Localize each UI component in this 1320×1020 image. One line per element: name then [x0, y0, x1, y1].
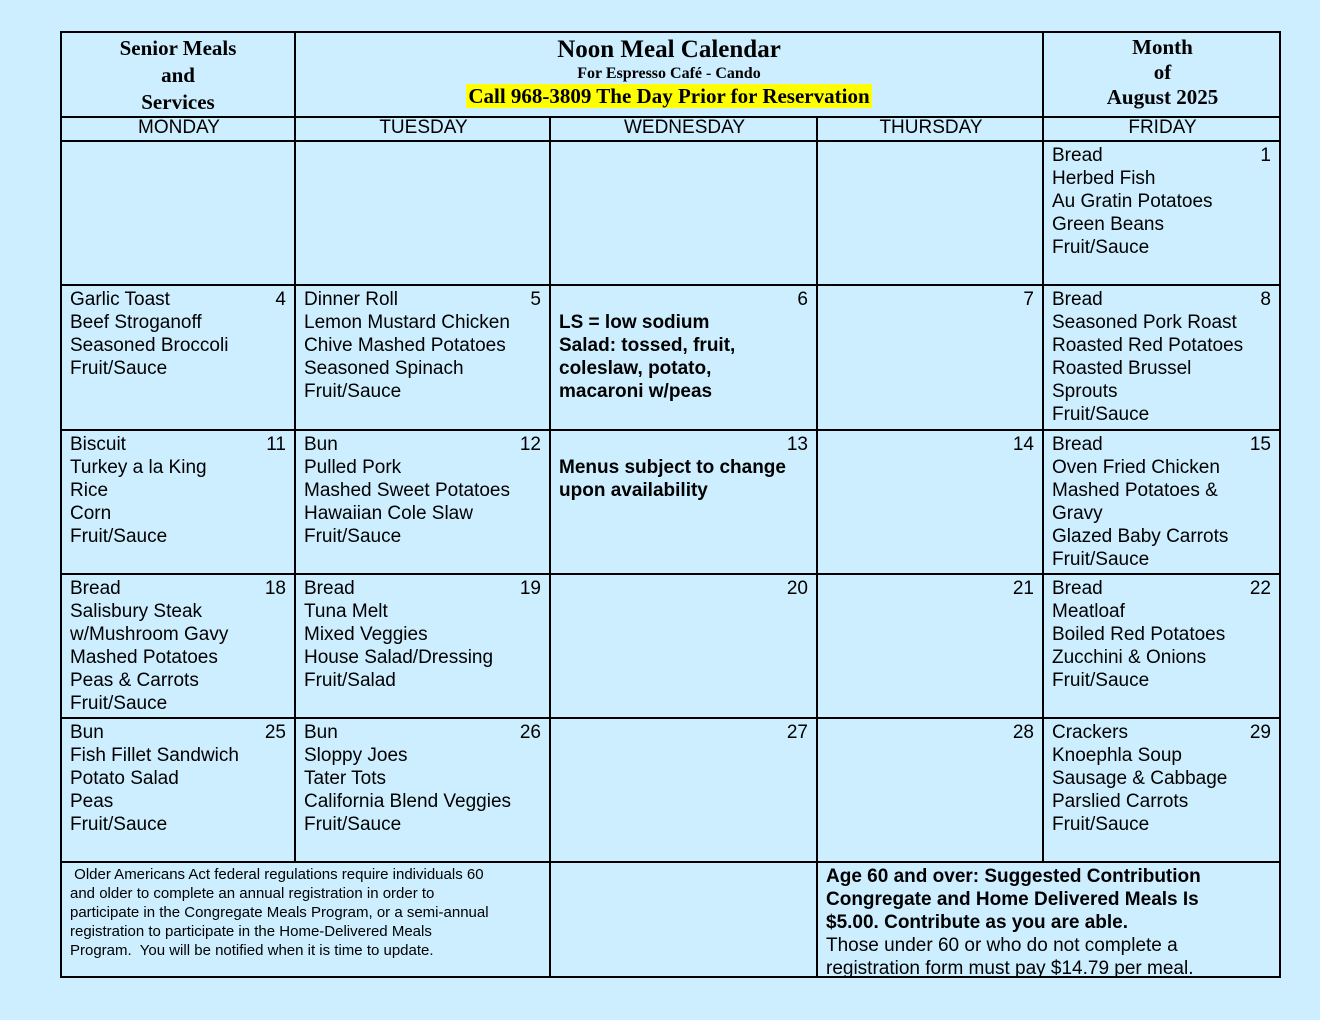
menu-item: Seasoned Pork Roast [1052, 312, 1237, 333]
date-number: 22 [1249, 578, 1271, 599]
menu-item: Meatloaf [1052, 601, 1125, 622]
menu-item: Roasted Brussel [1052, 358, 1192, 379]
calendar-note: macaroni w/peas [559, 381, 713, 402]
menu-item: Mixed Veggies [304, 624, 428, 645]
day-header-tuesday: TUESDAY [379, 117, 468, 138]
date-number: 29 [1249, 722, 1271, 743]
date-number: 11 [266, 434, 286, 455]
reservation-banner: Call 968-3809 The Day Prior for Reservation [468, 84, 870, 108]
date-number: 12 [519, 434, 541, 455]
date-number: 25 [264, 722, 286, 743]
date-number: 8 [1260, 289, 1271, 310]
menu-item: Fruit/Sauce [70, 526, 168, 547]
menu-item: Fruit/Sauce [304, 814, 402, 835]
menu-item: Seasoned Broccoli [70, 335, 229, 356]
date-number: 19 [519, 578, 541, 599]
menu-item: Bun [70, 722, 104, 743]
page-title: Noon Meal Calendar [557, 36, 781, 63]
month-line: August 2025 [1106, 85, 1219, 109]
date-number: 21 [1012, 578, 1034, 599]
menu-item: Sprouts [1052, 381, 1118, 402]
menu-item: Gravy [1052, 503, 1103, 524]
day-cell [1044, 575, 1281, 717]
day-cell [551, 719, 818, 861]
day-header-wednesday: WEDNESDAY [623, 117, 746, 138]
menu-item: Biscuit [70, 434, 126, 455]
menu-item: Bun [304, 434, 338, 455]
contribution-line: registration form must pay $14.79 per meal. [826, 958, 1194, 979]
menu-item: Corn [70, 503, 112, 524]
menu-item: Oven Fried Chicken [1052, 457, 1220, 478]
menu-item: Knoephla Soup [1052, 745, 1182, 766]
menu-item: Boiled Red Potatoes [1052, 624, 1226, 645]
calendar-note: Salad: tossed, fruit, [559, 335, 736, 356]
contribution-line: Congregate and Home Delivered Meals Is [826, 889, 1199, 910]
date-number: 27 [786, 722, 808, 743]
menu-item: Turkey a la King [70, 457, 207, 478]
month-line: Month [1132, 35, 1193, 59]
day-cell [1044, 719, 1281, 861]
notice-line: registration to participate in the Home-Delivered Meals [70, 923, 432, 940]
day-cell [296, 286, 551, 429]
menu-item: Green Beans [1052, 214, 1164, 235]
date-number: 28 [1012, 722, 1034, 743]
month-label [1044, 33, 1281, 116]
day-cell [62, 286, 296, 429]
date-number: 26 [519, 722, 541, 743]
menu-item: California Blend Veggies [304, 791, 512, 812]
menu-item: Bread [1052, 145, 1103, 166]
menu-item: Fruit/Sauce [1052, 237, 1150, 258]
day-header-monday: MONDAY [138, 117, 220, 138]
day-cell [818, 142, 1044, 284]
menu-item: Parslied Carrots [1052, 791, 1189, 812]
menu-item: Pulled Pork [304, 457, 402, 478]
registration-notice [62, 863, 549, 960]
menu-item: Hawaiian Cole Slaw [304, 503, 473, 524]
menu-item: Zucchini & Onions [1052, 647, 1207, 668]
date-number: 1 [1260, 145, 1271, 166]
org-line: Services [141, 90, 215, 114]
day-cell [296, 719, 551, 861]
page-subtitle: For Espresso Café - Cando [577, 65, 761, 82]
menu-item: Fruit/Sauce [70, 358, 168, 379]
menu-item: Bread [1052, 578, 1103, 599]
calendar-note: Menus subject to change [559, 457, 786, 478]
menu-item: Garlic Toast [70, 289, 170, 310]
menu-item: Fruit/Sauce [1052, 670, 1150, 691]
contribution-line: $5.00. Contribute as you are able. [826, 912, 1128, 933]
menu-item: Fruit/Sauce [70, 814, 168, 835]
menu-item: Fruit/Sauce [1052, 404, 1150, 425]
day-cell [551, 431, 818, 573]
calendar-note [559, 433, 810, 456]
calendar-note: LS = low sodium [559, 312, 710, 333]
menu-item: Bread [1052, 434, 1103, 455]
menu-item: Crackers [1052, 722, 1129, 743]
date-number: 18 [264, 578, 286, 599]
day-cell [296, 575, 551, 717]
day-cell [62, 142, 296, 284]
org-line: and [161, 63, 195, 87]
date-number: 20 [786, 578, 808, 599]
notice-line: Program. You will be notified when it is time to update. [70, 942, 434, 959]
menu-item: Lemon Mustard Chicken [304, 312, 510, 333]
menu-item: Peas [70, 791, 114, 812]
day-cell [1044, 286, 1281, 429]
menu-item: Roasted Red Potatoes [1052, 335, 1244, 356]
menu-item: Peas & Carrots [70, 670, 199, 691]
menu-item: Sloppy Joes [304, 745, 408, 766]
day-cell [62, 431, 296, 573]
menu-item: Au Gratin Potatoes [1052, 191, 1213, 212]
day-cell [818, 719, 1044, 861]
day-header-thursday: THURSDAY [879, 117, 983, 138]
organization-name [62, 33, 296, 116]
menu-item: Bun [304, 722, 338, 743]
menu-item: Rice [70, 480, 109, 501]
date-number: 13 [786, 434, 808, 455]
menu-item: Fruit/Sauce [304, 526, 402, 547]
date-number: 6 [797, 289, 808, 310]
menu-item: Dinner Roll [304, 289, 398, 310]
contribution-line: Those under 60 or who do not complete a [826, 935, 1178, 956]
menu-item: Tuna Melt [304, 601, 388, 622]
meal-calendar [60, 31, 1281, 978]
menu-item: Chive Mashed Potatoes [304, 335, 506, 356]
menu-item: Fruit/Sauce [1052, 549, 1150, 570]
org-line: Senior Meals [119, 36, 237, 60]
day-cell [296, 142, 551, 284]
menu-item: Herbed Fish [1052, 168, 1156, 189]
day-cell [551, 142, 818, 284]
menu-item: Salisbury Steak [70, 601, 203, 622]
menu-item: Mashed Potatoes & [1052, 480, 1218, 501]
menu-item: Fruit/Salad [304, 670, 396, 691]
menu-item: Seasoned Spinach [304, 358, 464, 379]
day-cell [551, 575, 818, 717]
menu-item: Bread [304, 578, 355, 599]
menu-item: Bread [70, 578, 121, 599]
notice-line: and older to complete an annual registration in order to [70, 885, 435, 902]
notice-line: participate in the Congregate Meals Program, or a semi-annual [70, 904, 489, 921]
menu-item: Fruit/Sauce [304, 381, 402, 402]
date-number: 15 [1249, 434, 1271, 455]
day-cell [1044, 431, 1281, 573]
day-cell [818, 431, 1044, 573]
day-cell [62, 575, 296, 717]
menu-item: w/Mushroom Gavy [70, 624, 229, 645]
day-cell [818, 575, 1044, 717]
day-header-friday: FRIDAY [1128, 117, 1197, 138]
calendar-note: coleslaw, potato, [559, 358, 712, 379]
day-cell [62, 719, 296, 861]
day-cell [1044, 142, 1281, 284]
calendar-note [559, 288, 810, 311]
menu-item: Glazed Baby Carrots [1052, 526, 1229, 547]
menu-item: Potato Salad [70, 768, 179, 789]
footer-divider [549, 861, 551, 978]
menu-item: Beef Stroganoff [70, 312, 202, 333]
notice-line: Older Americans Act federal regulations require individuals 60 [70, 866, 484, 883]
contribution-notice [818, 863, 1281, 980]
day-cell [818, 286, 1044, 429]
contribution-line: Age 60 and over: Suggested Contribution [826, 866, 1201, 887]
menu-item: Sausage & Cabbage [1052, 768, 1228, 789]
date-number: 5 [530, 289, 541, 310]
month-line: of [1153, 60, 1172, 84]
menu-item: Bread [1052, 289, 1103, 310]
date-number: 14 [1012, 434, 1034, 455]
day-cell [551, 286, 818, 429]
menu-item: Fruit/Sauce [1052, 814, 1150, 835]
menu-item: Mashed Potatoes [70, 647, 218, 668]
menu-item: Fish Fillet Sandwich [70, 745, 239, 766]
calendar-header [296, 33, 1044, 116]
menu-item: Tater Tots [304, 768, 387, 789]
day-cell [296, 431, 551, 573]
menu-item: Mashed Sweet Potatoes [304, 480, 510, 501]
date-number: 4 [275, 289, 286, 310]
menu-item: House Salad/Dressing [304, 647, 494, 668]
date-number: 7 [1023, 289, 1034, 310]
calendar-note: upon availability [559, 480, 708, 501]
menu-item: Fruit/Sauce [70, 693, 168, 714]
